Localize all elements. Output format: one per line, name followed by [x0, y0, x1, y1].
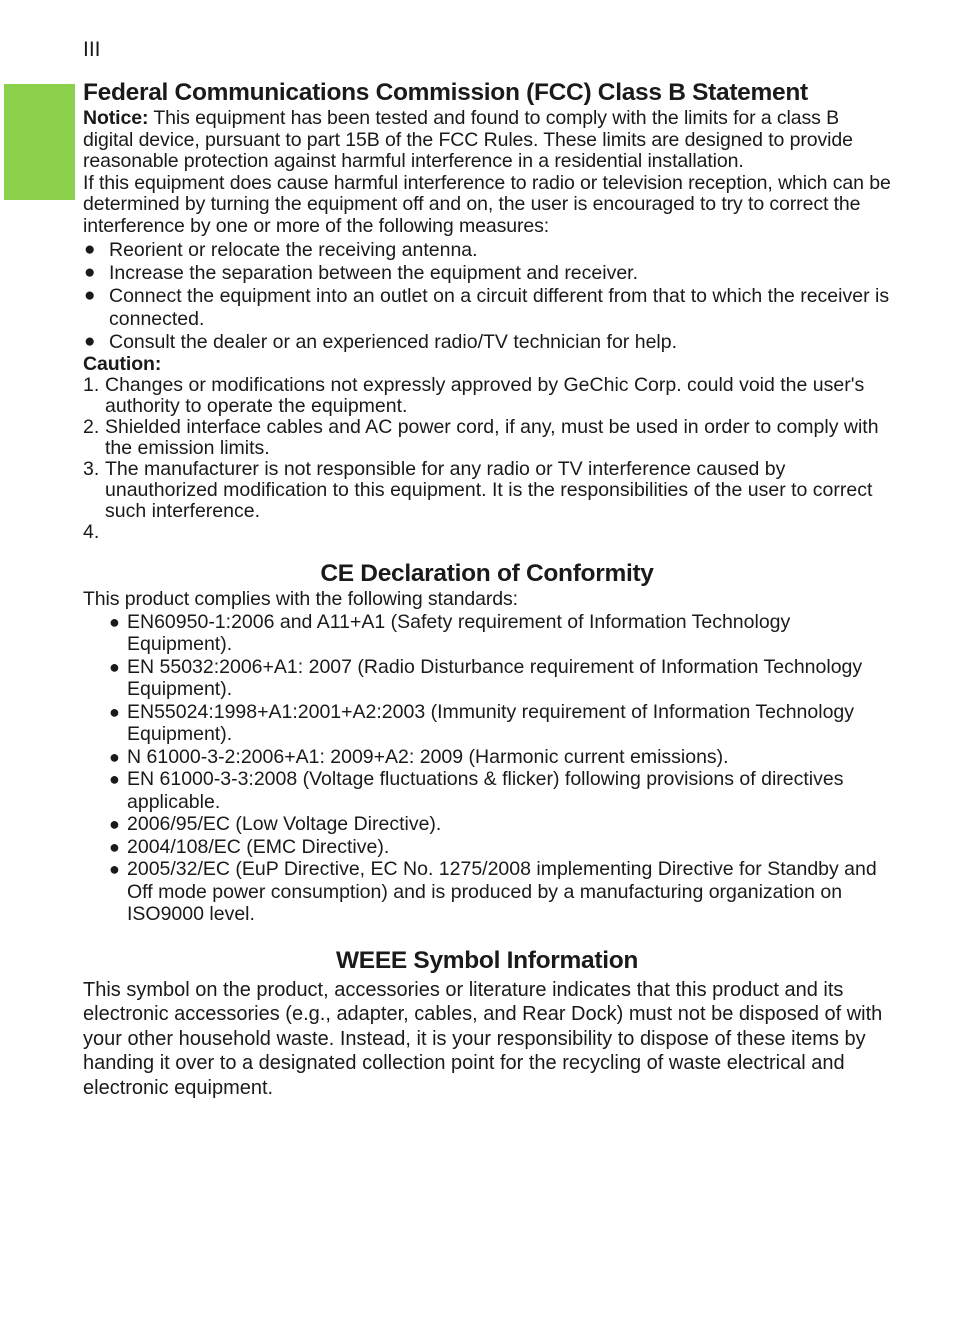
interference-text: If this equipment does cause harmful interference to radio or television reception, which can be determined by turning the equipment off and on, the user is encouraged to try to correct the interference by one or more of the following measures: [83, 171, 891, 237]
bullet-icon: ● [109, 859, 120, 879]
bullet-icon: ● [109, 814, 120, 834]
bullet-icon: ● [109, 836, 120, 857]
list-item: 4. [83, 521, 100, 543]
fcc-notice [83, 108, 891, 173]
list-item: ● EN 55032:2006+A1: 2007 (Radio Disturbance requirement of Information Technology Equipment). [109, 655, 863, 700]
bullet-icon: ● [84, 239, 96, 260]
bullet-icon: ● [84, 262, 96, 283]
list-item: ● 2004/108/EC (EMC Directive). [109, 835, 390, 858]
caution-label: Caution: [83, 352, 162, 375]
caution-list [83, 375, 891, 543]
list-item: 1. Changes or modifications not expressly approved by GeChic Corp. could void the user's authority to operate the equipment. [83, 374, 865, 417]
list-item: ● Connect the equipment into an outlet on a circuit different from that to which the receiver is connected. [84, 285, 890, 330]
list-item: 3. The manufacturer is not responsible for any radio or TV interference caused by unauthorized modification to this equipment. It is the responsibilities of the user to correct such interference. [83, 458, 873, 522]
weee-text: This symbol on the product, accessories or literature indicates that this product and its electronic accessories (e.g., adapter, cables, and Rear Dock) must not be disposed of with your other household waste. Instead, it is your responsibility to dispose of these items by handing it over to a designated collection point for the recycling of waste electrical and electronic equipment. [83, 978, 883, 1099]
bullet-icon: ● [84, 285, 96, 306]
measures-list [83, 239, 891, 353]
list-item: ● 2006/95/EC (Low Voltage Directive). [109, 813, 442, 835]
bullet-icon: ● [109, 769, 120, 789]
bullet-icon: ● [84, 330, 96, 352]
list-item: ● Reorient or relocate the receiving antenna. [84, 239, 478, 261]
bullet-icon: ● [109, 701, 120, 722]
notice-label: Notice: [83, 107, 149, 129]
page-content [83, 78, 891, 1100]
list-item: ● EN 61000-3-3:2008 (Voltage fluctuations & flicker) following provisions of directives applicable. [109, 768, 844, 813]
list-item: ● 2005/32/EC (EuP Directive, EC No. 1275/2008 implementing Directive for Standby and Off mode power consumption) and is produced by a manufacturing organization on ISO9000 level. [109, 858, 877, 925]
list-item: 2. Shielded interface cables and AC power cord, if any, must be used in order to comply with the emission limits. [83, 416, 879, 459]
weee-title: WEEE Symbol Information [335, 946, 639, 974]
fcc-title: Federal Communications Commission (FCC) Class B Statement [83, 79, 808, 106]
list-item: ● EN60950-1:2006 and A11+A1 (Safety requirement of Information Technology Equipment). [109, 610, 791, 655]
page-number: III [83, 38, 101, 61]
list-item: ● EN55024:1998+A1:2001+A2:2003 (Immunity requirement of Information Technology Equipment). [109, 700, 855, 745]
list-item: ● Increase the separation between the equipment and receiver. [84, 262, 639, 284]
bullet-icon: ● [109, 656, 120, 677]
bullet-icon: ● [109, 746, 120, 767]
bullet-icon: ● [109, 611, 120, 632]
standards-list [83, 611, 891, 926]
ce-intro: This product complies with the following standards: [83, 588, 518, 610]
notice-text: This equipment has been tested and found to comply with the limits for a class B digital device, pursuant to part 15B of the FCC Rules. These limits are designed to provide reasonable protection against harmful interference in a residential installation. [83, 107, 853, 172]
list-item: ● Consult the dealer or an experienced radio/TV technician for help. [84, 330, 678, 353]
list-item: ● N 61000-3-2:2006+A1: 2009+A2: 2009 (Harmonic current emissions). [109, 745, 729, 768]
ce-title: CE Declaration of Conformity [320, 560, 654, 587]
section-tab-marker [4, 84, 75, 200]
